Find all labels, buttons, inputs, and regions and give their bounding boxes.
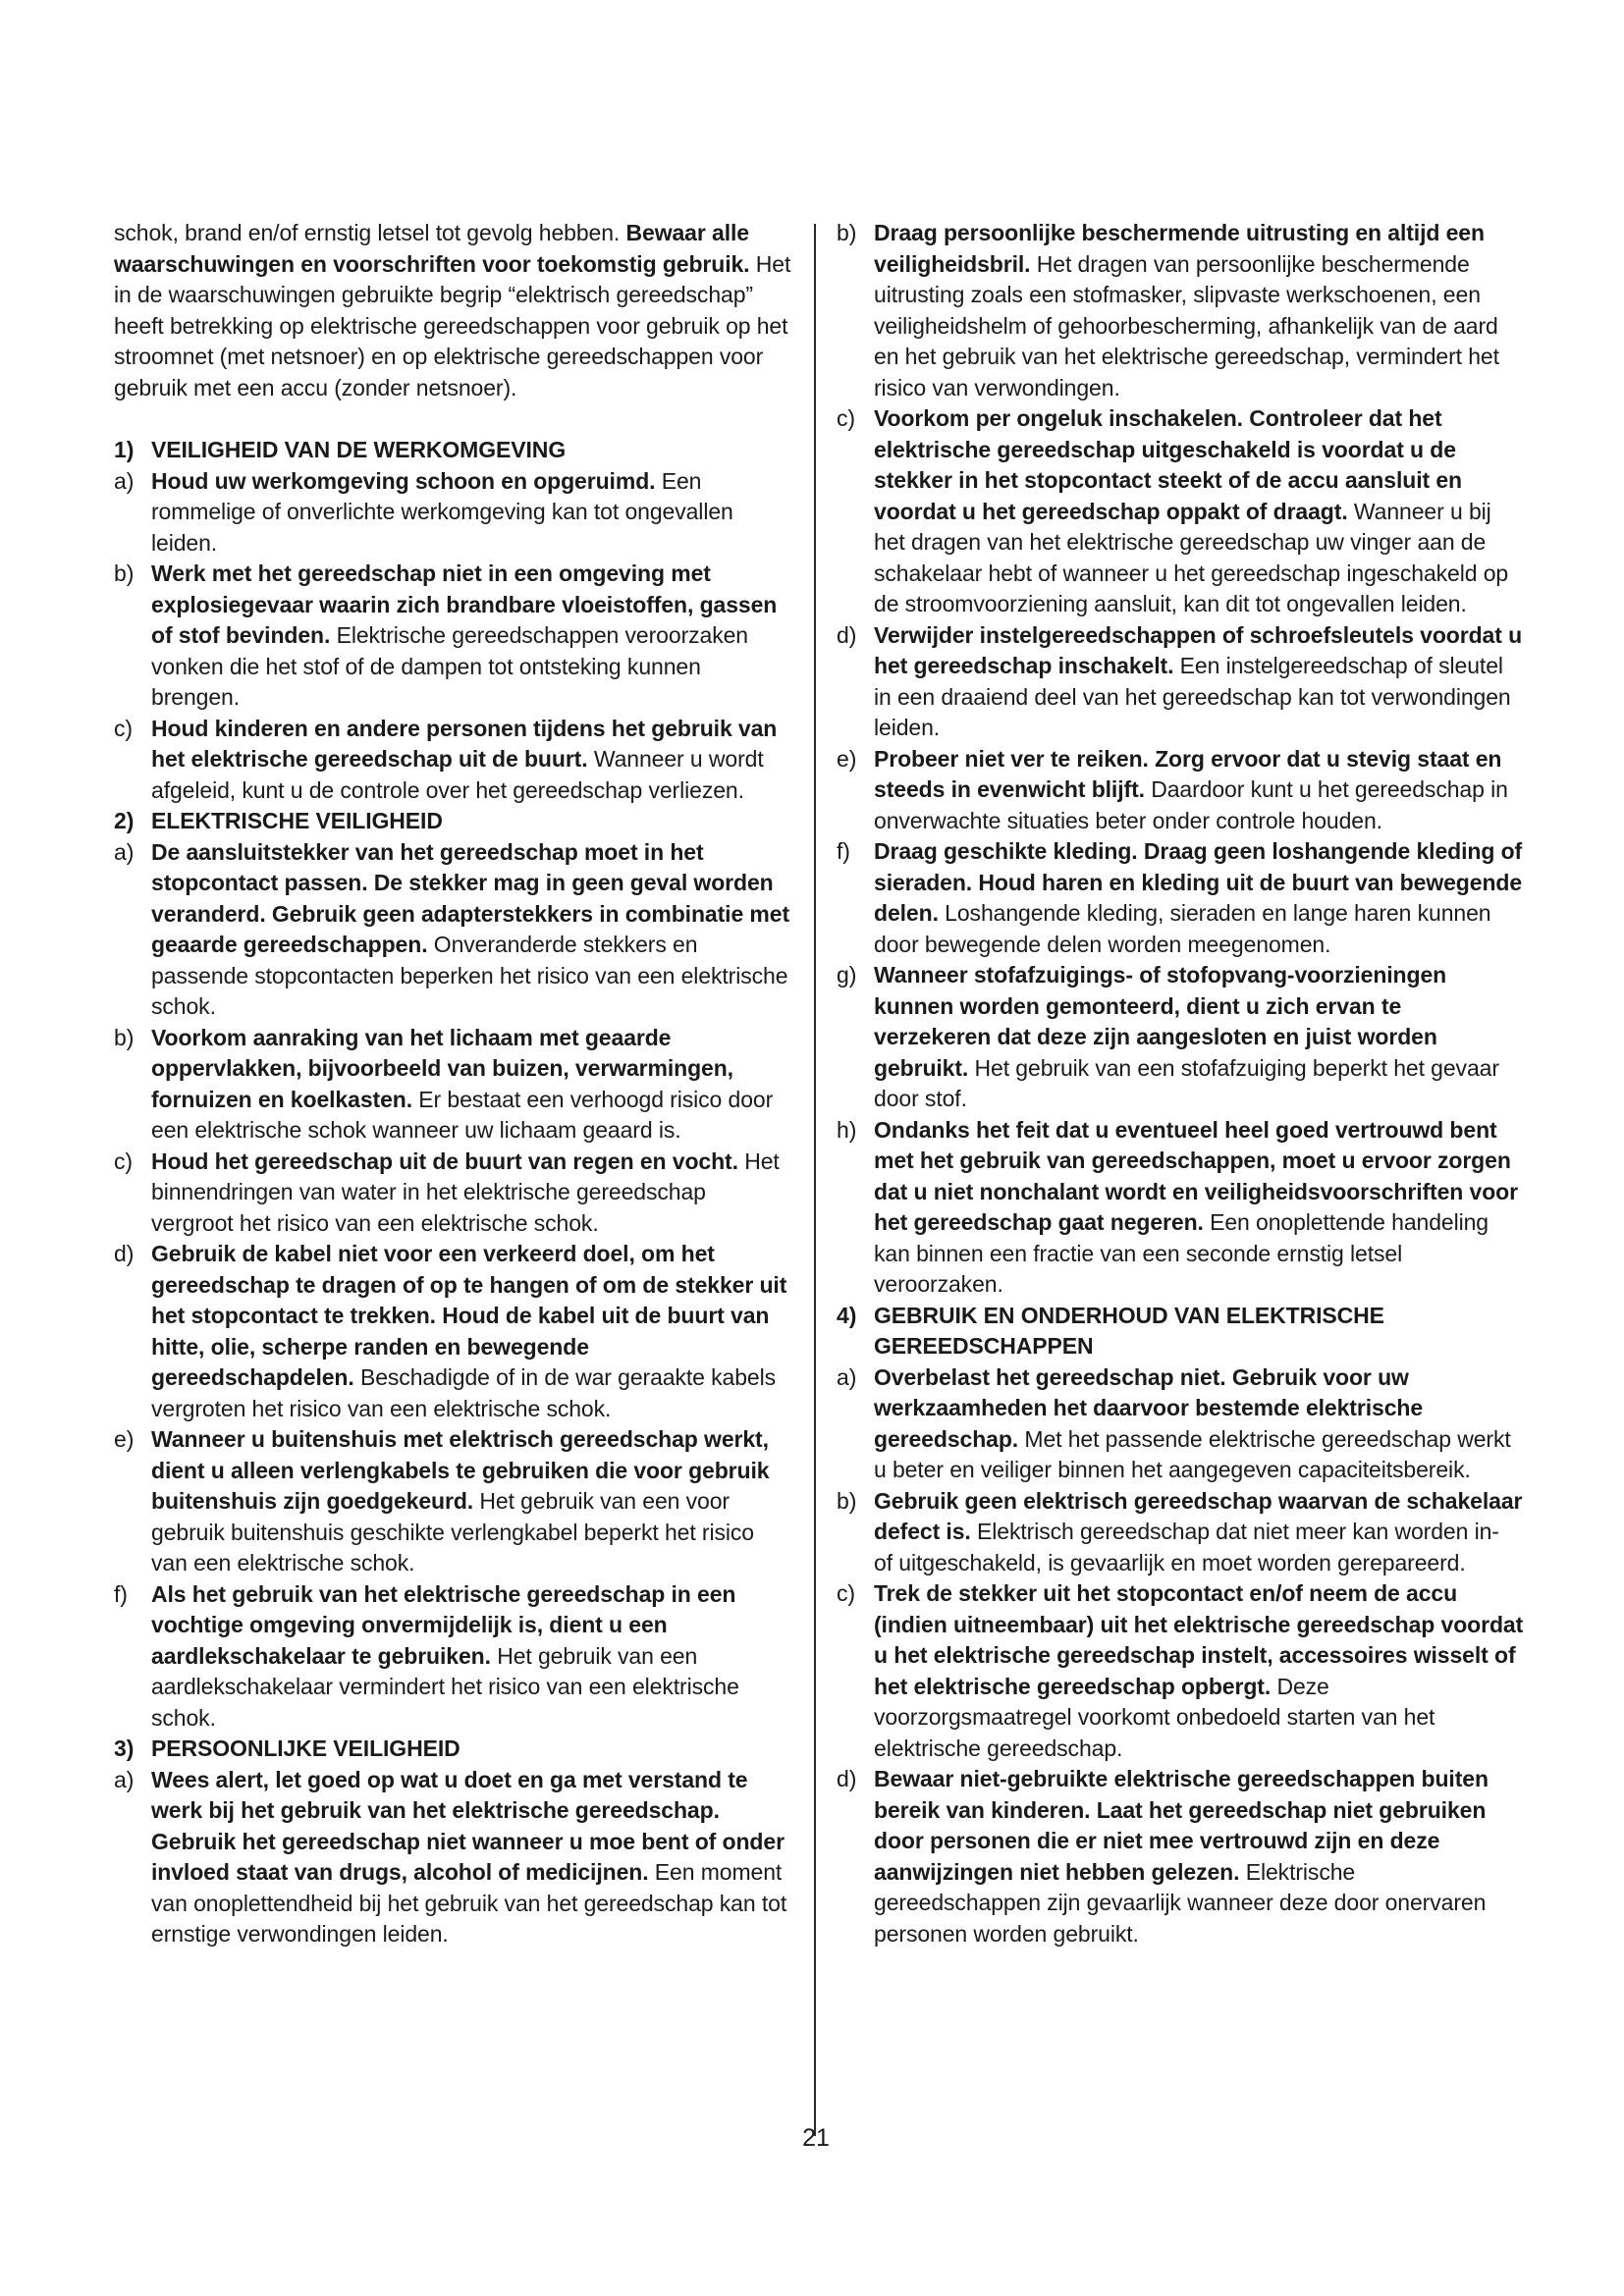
item-letter: a) <box>114 1766 135 1792</box>
page-number: 21 <box>802 2124 830 2152</box>
item-bold-text: Overbelast het gereedschap niet. Gebruik voor uw werkzaamheden het daarvoor bestemde elektrische gereedschap. <box>874 1363 1424 1452</box>
list-item <box>114 1023 791 1147</box>
item-bold-text: Trek de stekker uit het stopcontact en/of neem de accu (indien uitneembaar) uit het elektrische gereedschap voordat u het elektrische gereedschap instelt, accessoires wisselt of het elektrische gereedschap opbergt. <box>874 1580 1524 1699</box>
section-heading <box>114 1734 791 1765</box>
item-text: Een rommelige of onverlichte werkomgeving kan tot ongevallen leiden. <box>151 467 733 556</box>
item-text: Beschadigde of in de war geraakte kabels vergroten het risico van een elektrische schok. <box>151 1364 777 1421</box>
section-title: GEBRUIK EN ONDERHOUD VAN ELEKTRISCHE GEREEDSCHAPPEN <box>874 1302 1384 1359</box>
section-title: VEILIGHEID VAN DE WERKOMGEVING <box>151 437 567 462</box>
item-bold-text: Wees alert, let goed op wat u doet en ga met verstand te werk bij het gebruik van het elektrische gereedschap. Gebruik het gereedschap niet wanneer u moe bent of onder invloed staat van drugs, alcohol of medicijnen. <box>151 1766 785 1885</box>
item-body <box>874 1362 1524 1486</box>
item-body <box>151 466 791 560</box>
item-letter: f) <box>837 838 850 864</box>
right-sections <box>837 218 1524 1949</box>
item-letter: c) <box>837 1580 855 1606</box>
left-sections <box>114 435 791 1950</box>
item-bold-text: Houd kinderen en andere personen tijdens het gebruik van het elektrische gereedschap uit de buurt. <box>151 715 778 772</box>
list-item <box>837 1362 1524 1486</box>
item-letter: b) <box>837 220 857 245</box>
item-text: Loshangende kleding, sieraden en lange haren kunnen door bewegende delen worden meegenomen. <box>874 900 1491 957</box>
list-item <box>114 1147 791 1240</box>
item-body <box>151 837 791 1023</box>
section-heading <box>114 435 791 466</box>
section-number: 4) <box>837 1302 857 1328</box>
item-body <box>151 1023 791 1147</box>
item-body <box>874 1486 1524 1579</box>
list-item <box>114 837 791 1023</box>
item-body <box>874 1115 1524 1301</box>
section-heading <box>114 806 791 837</box>
item-text: Een moment van onoplettendheid bij het gebruik van het gereedschap kan tot ernstige verwondingen leiden. <box>151 1859 787 1947</box>
item-bold-text: Werk met het gereedschap niet in een omgeving met explosiegevaar waarin zich brandbare vloeistoffen, gassen of stof bevinden. <box>151 561 778 648</box>
item-text: Elektrische gereedschappen zijn gevaarlijk wanneer deze door onervaren personen worden gebruikt. <box>874 1858 1487 1947</box>
column-divider <box>814 224 816 2136</box>
item-text: Er bestaat een verhoogd risico door een elektrische schok wanneer uw lichaam geaard is. <box>151 1086 774 1143</box>
section-title: ELEKTRISCHE VEILIGHEID <box>151 808 443 833</box>
item-body <box>874 218 1524 403</box>
list-item <box>114 714 791 807</box>
section-number: 1) <box>114 437 135 462</box>
item-body <box>874 403 1524 620</box>
item-letter: d) <box>837 621 857 648</box>
item-body <box>151 1239 791 1424</box>
item-bold-text: Wanneer u buitenshuis met elektrisch gereedschap werkt, dient u alleen verlengkabels te gebruiken die voor gebruik buitenshuis zijn goedgekeurd. <box>151 1426 770 1514</box>
item-text: Daardoor kunt u het gereedschap in onverwachte situaties beter onder controle houden. <box>874 776 1508 833</box>
item-text: Het dragen van persoonlijke beschermende uitrusting zoals een stofmasker, slipvaste werkschoenen, een veiligheidshelm of gehoorbescherming, afhankelijk van de aard en het gebruik van het elektrische gereedschap, vermindert het risico van verwondingen. <box>874 250 1499 400</box>
list-item <box>114 559 791 714</box>
intro-text: Het in de waarschuwingen gebruikte begrip “elektrisch gereedschap” heeft betrekking op elektrische gereedschappen voor gebruik op het stroomnet (met netsnoer) en op elektrische gereedschappen voor gebruik met een accu (zonder netsnoer). <box>114 250 791 400</box>
item-body <box>874 1764 1524 1949</box>
section-number: 3) <box>114 1735 135 1761</box>
item-body <box>874 836 1524 960</box>
list-item <box>837 960 1524 1115</box>
item-text: Onveranderde stekkers en passende stopcontacten beperken het risico van een elektrische schok. <box>151 932 788 1019</box>
list-item <box>837 218 1524 403</box>
item-letter: b) <box>114 561 135 586</box>
item-text: Het gebruik van een stofafzuiging beperkt het gevaar door stof. <box>874 1054 1499 1111</box>
item-letter: h) <box>837 1116 857 1143</box>
list-item <box>837 744 1524 837</box>
list-item <box>114 1424 791 1579</box>
item-bold-text: Draag persoonlijke beschermende uitrusting en altijd een veiligheidsbril. <box>874 220 1485 277</box>
item-bold-text: Ondanks het feit dat u eventueel heel goed vertrouwd bent met het gebruik van gereedschappen, moet u ervoor zorgen dat u niet nonchalant wordt en veiligheidsvoorschriften voor het gereedschap gaat negeren. <box>874 1116 1518 1235</box>
list-item <box>837 1578 1524 1764</box>
list-item <box>837 1764 1524 1949</box>
list-item <box>114 1579 791 1735</box>
item-body <box>151 1147 791 1240</box>
list-item <box>837 836 1524 960</box>
item-bold-text: Draag geschikte kleding. Draag geen loshangende kleding of sieraden. Houd haren en kleding uit de buurt van bewegende delen. <box>874 838 1523 926</box>
intro-bold-text: Bewaar alle waarschuwingen en voorschriften voor toekomstig gebruik. <box>114 220 750 277</box>
item-letter: c) <box>114 1148 133 1174</box>
right-column <box>837 218 1524 1949</box>
item-text: Een instelgereedschap of sleutel in een draaiend deel van het gereedschap kan tot verwondingen leiden. <box>874 653 1511 740</box>
item-text: Wanneer u bij het dragen van het elektrische gereedschap uw vinger aan de schakelaar hebt of wanneer u het gereedschap ingeschakeld op de stroomvoorziening aansluit, kan dit tot ongevallen leiden. <box>874 498 1509 616</box>
item-body <box>151 1424 791 1579</box>
item-bold-text: Voorkom per ongeluk inschakelen. Controleer dat het elektrische gereedschap uitgeschakeld is voordat u de stekker in het stopcontact steekt of de accu aansluit en voordat u het gereedschap oppakt of draagt. <box>874 405 1462 524</box>
item-body <box>151 714 791 807</box>
item-body <box>151 1579 791 1735</box>
item-bold-text: Houd uw werkomgeving schoon en opgeruimd. <box>151 467 656 494</box>
item-bold-text: Gebruik de kabel niet voor een verkeerd doel, om het gereedschap te dragen of op te hangen of om de stekker uit het stopcontact te trekken. Houd de kabel uit de buurt van hitte, olie, scherpe randen en bewegende gereedschapdelen. <box>151 1241 787 1390</box>
list-item <box>114 1239 791 1424</box>
section-title: PERSOONLIJKE VEILIGHEID <box>151 1735 460 1761</box>
item-letter: f) <box>114 1580 128 1607</box>
intro-paragraph <box>114 218 791 403</box>
item-letter: e) <box>114 1426 135 1452</box>
list-item <box>837 1486 1524 1579</box>
item-bold-text: Wanneer stofafzuigings- of stofopvang-voorzieningen kunnen worden gemonteerd, dient u zich ervan te verzekeren dat deze zijn aangesloten en juist worden gebruikt. <box>874 962 1447 1081</box>
item-text: Deze voorzorgsmaatregel voorkomt onbedoeld starten van het elektrische gereedschap. <box>874 1673 1435 1761</box>
item-body <box>874 960 1524 1115</box>
item-text: Elektrische gereedschappen veroorzaken vonken die het stof of de dampen tot ontsteking kunnen brengen. <box>151 622 749 710</box>
item-letter: b) <box>837 1487 857 1514</box>
list-item <box>837 1115 1524 1301</box>
list-item <box>837 620 1524 744</box>
item-letter: c) <box>837 405 855 431</box>
item-body <box>874 1578 1524 1764</box>
item-letter: b) <box>114 1024 135 1050</box>
item-text: Met het passende elektrische gereedschap werkt u beter en veiliger binnen het aangegeven capaciteitsbereik. <box>874 1425 1511 1482</box>
item-bold-text: Gebruik geen elektrisch gereedschap waarvan de schakelaar defect is. <box>874 1487 1523 1544</box>
item-text: Het binnendringen van water in het elektrische gereedschap vergroot het risico van een elektrische schok. <box>151 1148 780 1236</box>
item-letter: e) <box>837 745 857 772</box>
item-text: Het gebruik van een aardlekschakelaar vermindert het risico van een elektrische schok. <box>151 1642 739 1731</box>
item-bold-text: Bewaar niet-gebruikte elektrische gereedschappen buiten bereik van kinderen. Laat het gereedschap niet gebruiken door personen die er niet mee vertrouwd zijn en deze aanwijzingen niet hebben gelezen. <box>874 1766 1489 1885</box>
list-item <box>837 403 1524 620</box>
section-heading <box>837 1301 1524 1362</box>
item-body <box>874 744 1524 837</box>
item-letter: a) <box>114 838 135 865</box>
item-text: Elektrisch gereedschap dat niet meer kan worden in- of uitgeschakeld, is gevaarlijk en moet worden gerepareerd. <box>874 1519 1499 1575</box>
item-letter: d) <box>837 1766 857 1791</box>
item-bold-text: Voorkom aanraking van het lichaam met geaarde oppervlakken, bijvoorbeeld van buizen, verwarmingen, fornuizen en koelkasten. <box>151 1024 733 1112</box>
item-letter: a) <box>114 467 135 494</box>
item-letter: c) <box>114 715 133 741</box>
intro-text: schok, brand en/of ernstig letsel tot gevolg hebben. <box>114 220 626 245</box>
item-bold-text: Probeer niet ver te reiken. Zorg ervoor dat u stevig staat en steeds in evenwicht blijft. <box>874 745 1502 802</box>
item-text: Wanneer u wordt afgeleid, kunt u de controle over het gereedschap verliezen. <box>151 746 764 803</box>
section-number: 2) <box>114 808 135 833</box>
item-text: Het gebruik van een voor gebruik buitenshuis geschikte verlengkabel beperkt het risico van een elektrische schok. <box>151 1488 754 1575</box>
left-column <box>114 218 791 1950</box>
item-body <box>151 559 791 714</box>
item-bold-text: Verwijder instelgereedschappen of schroefsleutels voordat u het gereedschap inschakelt. <box>874 621 1523 678</box>
item-body <box>874 620 1524 744</box>
list-item <box>114 1765 791 1950</box>
list-item <box>114 466 791 560</box>
item-letter: g) <box>837 962 857 988</box>
item-letter: a) <box>837 1363 857 1390</box>
item-bold-text: De aansluitstekker van het gereedschap moet in het stopcontact passen. De stekker mag in geen geval worden veranderd. Gebruik geen adapterstekkers in combinatie met geaarde gereedschappen. <box>151 838 790 957</box>
item-text: Een onoplettende handeling kan binnen een fractie van een seconde ernstig letsel veroorzaken. <box>874 1209 1489 1297</box>
item-body <box>151 1765 791 1950</box>
item-bold-text: Als het gebruik van het elektrische gereedschap in een vochtige omgeving onvermijdelijk is, dient u een aardlekschakelaar te gebruiken. <box>151 1580 736 1669</box>
item-bold-text: Houd het gereedschap uit de buurt van regen en vocht. <box>151 1148 738 1174</box>
item-letter: d) <box>114 1241 135 1266</box>
